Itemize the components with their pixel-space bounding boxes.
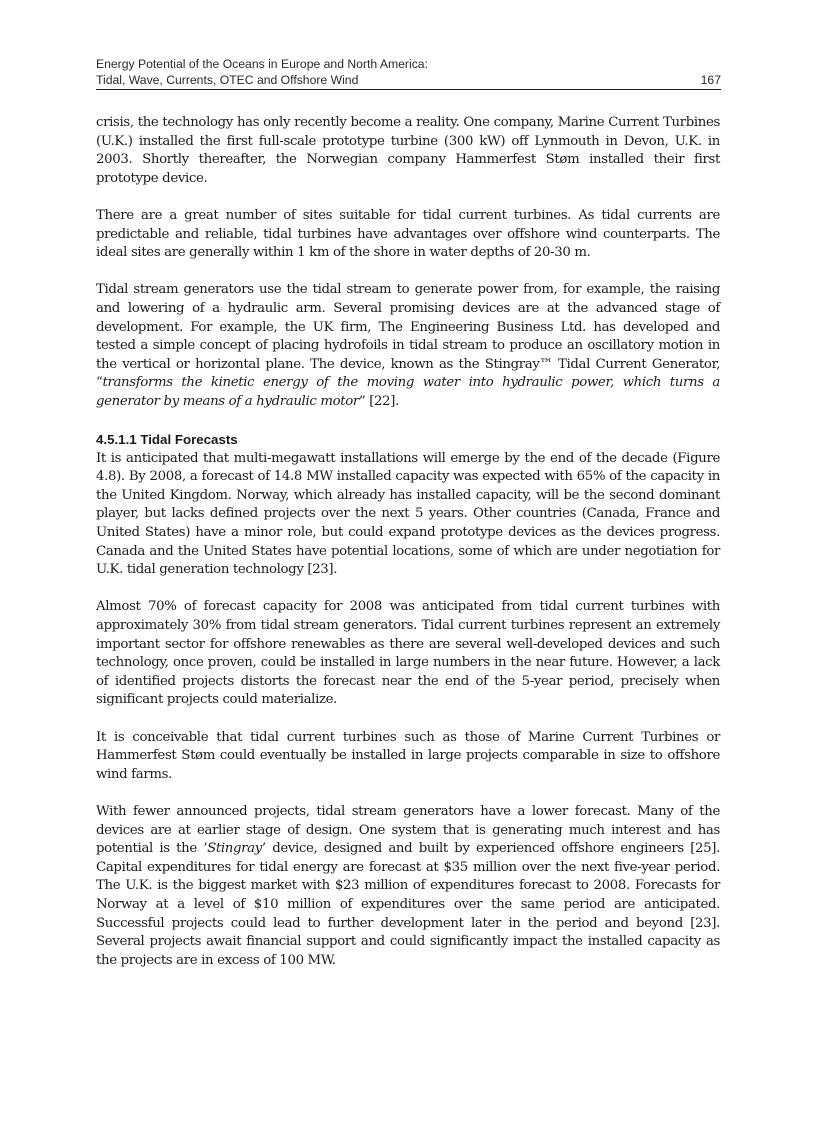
page-number: 167 <box>700 73 721 87</box>
running-header-title-line1: Energy Potential of the Oceans in Europe and North America: <box>96 57 428 71</box>
paragraph-tidal-sites: There are a great number of sites suitable for tidal current turbines. As tidal currents are predictable and reliable, tidal turbines have advantages over offshore wind counterparts. The ideal sites are generally within 1 km of the shore in water depths of 20-30 m. <box>96 207 720 261</box>
paragraph-text: ’ device, designed and built by experienced offshore engineers [25]. Capital expenditures for tidal energy are forecast at $35 million over the next five-year period. The U.K. is the biggest market with $23 million of expenditures forecast to 2008. Forecasts for Norway at a level of $10 million of expenditures over the same period are anticipated. Successful projects could lead to further development later in the period and beyond [23]. Several projects await financial support and could significantly impact the installed capacity as the projects are in excess of 100 MW. <box>96 841 720 968</box>
paragraph-marine-current-history: crisis, the technology has only recently become a reality. One company, Marine Current Turbines (U.K.) installed the first full-scale prototype turbine (300 kW) off Lynmouth in Devon, U.K. in 2003. Shortly thereafter, the Norwegian company Hammerfest Støm installed their first prototype device. <box>96 115 720 186</box>
paragraph-forecast-overview: It is anticipated that multi-megawatt installations will emerge by the end of the decade (Figure 4.8). By 2008, a forecast of 14.8 MW installed capacity was expected with 65% of the capacity in the United Kingdom. Norway, which already has installed capacity, will be the second dominant player, but lacks defined projects over the next 5 years. Other countries (Canada, France and United States) have a minor role, but could expand prototype devices as the devices progress. Canada and the United States have potential locations, some of which are under negotiation for U.K. tidal generation technology [23]. <box>96 450 720 578</box>
paragraph-large-projects: It is conceivable that tidal current turbines such as those of Marine Current Turbines or Hammerfest Støm could eventually be installed in large projects comparable in size to offshore wind farms. <box>96 729 720 782</box>
running-header-row <box>96 72 721 88</box>
page-body <box>96 114 720 970</box>
header-rule <box>96 89 721 90</box>
device-name-stingray: Stingray <box>207 841 262 857</box>
running-header <box>96 56 721 90</box>
paragraph-text: With fewer announced projects, tidal stream generators have a lower forecast. Many of the devices are at earlier stage of design. One system that is generating much interest and has potential is the ‘ <box>96 803 720 857</box>
paragraph-capacity-split: Almost 70% of forecast capacity for 2008 was anticipated from tidal current turbines with approximately 30% from tidal stream generators. Tidal current turbines represent an extremely important sector for offshore renewables as there are several well-developed devices and such technology, once proven, could be installed in large numbers in the near future. However, a lack of identified projects distorts the forecast near the end of the 5-year period, precisely when significant projects could materialize. <box>96 599 720 708</box>
paragraph-tidal-stream-generators <box>96 281 720 411</box>
citation: ” [22]. <box>358 393 399 409</box>
paragraph-expenditures <box>96 803 720 970</box>
paragraph-text: Tidal stream generators use the tidal stream to generate power from, for example, the raising and lowering of a hydraulic arm. Several promising devices are at the advanced stage of development. For example, the UK firm, The Engineering Business Ltd. has developed and tested a simple concept of placing hydrofoils in tidal stream to produce an oscillatory motion in the vertical or horizontal plane. The device, known as the Stingray™ Tidal Current Generator, “ <box>96 282 720 391</box>
running-header-title-line2: Tidal, Wave, Currents, OTEC and Offshore Wind <box>96 73 359 87</box>
quotation-stingray: transforms the kinetic energy of the moving water into hydraulic power, which turns a generator by means of a hydraulic motor <box>96 375 720 409</box>
section-heading-tidal-forecasts: 4.5.1.1 Tidal Forecasts <box>96 432 238 448</box>
